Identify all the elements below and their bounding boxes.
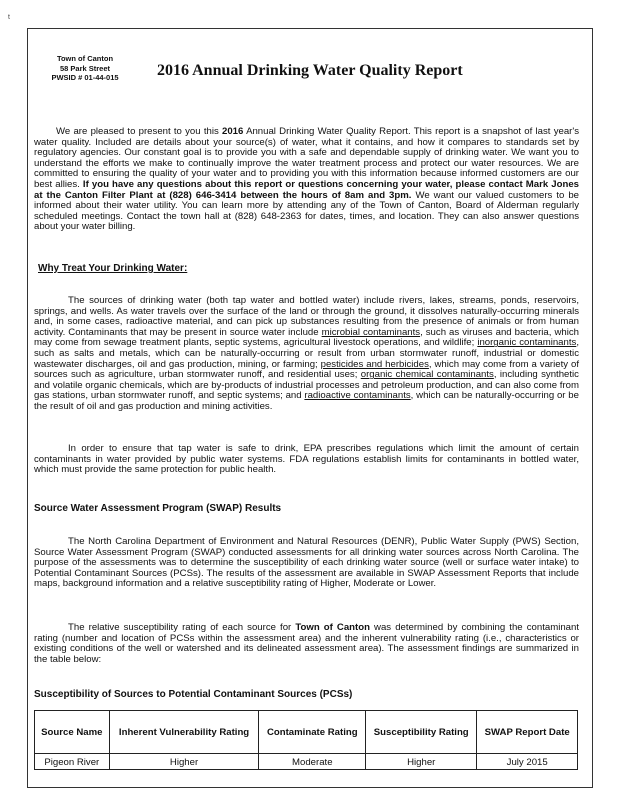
swap-heading: Source Water Assessment Program (SWAP) Results: [34, 503, 282, 514]
cell-contaminate-rating: Moderate: [259, 754, 366, 770]
header-susceptibility-rating: Susceptibility Rating: [366, 711, 477, 754]
cell-source-name: Pigeon River: [35, 754, 110, 770]
sender-pwsid: PWSID # 01-44-015: [51, 73, 119, 82]
sender-town: Town of Canton: [56, 54, 114, 63]
header-contaminate-rating: Contaminate Rating: [259, 711, 366, 754]
table-header-row: [35, 711, 578, 754]
cell-inherent-vulnerability: Higher: [109, 754, 259, 770]
cell-susceptibility-rating: Higher: [366, 754, 477, 770]
sender-address: 58 Park Street: [59, 63, 111, 73]
header-source-name: Source Name: [35, 711, 110, 754]
epa-paragraph: In order to ensure that tap water is safe to drink, EPA prescribes regulations which limit the amount of certain contaminants in water provided by public water systems. FDA regulations establish limits for contaminants in bottled water, which must provide the same protection for public health.: [34, 443, 579, 476]
header-inherent-vulnerability: Inherent Vulnerability Rating: [109, 711, 259, 754]
why-treat-heading: Why Treat Your Drinking Water:: [38, 263, 188, 274]
swap-paragraph: The North Carolina Department of Environment and Natural Resources (DENR), Public Water Supply (PWS) Section, Source Water Assessment Program (SWAP) conducted assessments for all drinking water sources across North Carolina. The purpose of the assessments was to determine the susceptibility of each drinking water source (well or surface water intake) to Potential Contaminant Sources (PCSs). The results of the assessment are available in SWAP Assessment Reports that include maps, background information and a relative susceptibility rating of Higher, Moderate or Lower.: [34, 536, 579, 590]
contact-info: If you have any questions about this report or questions concerning your water, please contact Mark Jones at the Canton Filter Plant at (828) 646-3414 between the hours of 8am and 3pm.: [34, 178, 580, 201]
report-title: 2016 Annual Drinking Water Quality Report: [157, 62, 463, 79]
susceptibility-paragraph: The relative susceptibility rating of each source for Town of Canton was determined by combining the contaminant rating (number and location of PCSs within the assessment area) and the inherent vulnerability rating (i.e., characteristics or existing conditions of the well or watershed and its delineated assessment area). The assessment findings are summarized in the table below:: [34, 622, 579, 665]
cell-swap-report-date: July 2015: [477, 754, 578, 770]
header-swap-report-date: SWAP Report Date: [477, 711, 578, 754]
table-caption: Susceptibility of Sources to Potential Contaminant Sources (PCSs): [34, 689, 353, 700]
contaminants-paragraph: The sources of drinking water (both tap water and bottled water) include rivers, lakes, streams, ponds, reservoirs, springs, and wells. As water travels over the surface of the land or through the ground, it dissolves naturally-occurring minerals and, in some cases, radioactive material, and can pick up substances resulting from the presence of animals or from human activity. Contaminants that may be present in source water include microbial contaminants, such as viruses and bacteria, which may come from sewage treatment plants, septic systems, agricultural livestock operations, and wildlife; inorganic contaminants, such as salts and metals, which can be naturally-occurring or result from urban stormwater runoff, industrial or domestic wastewater discharges, oil and gas production, mining, or farming; pesticides and herbicides, which may come from a variety of sources such as agriculture, urban stormwater runoff, and residential uses; organic chemical contaminants, including synthetic and volatile organic chemicals, which are by-products of industrial processes and petroleum production, and can also come from gas stations, urban stormwater runoff, and septic systems; and radioactive contaminants, which can be naturally-occurring or be the result of oil and gas production and mining activities.: [34, 295, 579, 412]
inorganic-contaminants: inorganic contaminants: [477, 337, 577, 349]
pesticides-herbicides: pesticides and herbicides: [320, 358, 429, 370]
susceptibility-table: [34, 710, 578, 770]
report-year: 2016: [222, 126, 244, 137]
organic-chemical-contaminants: organic chemical contaminants: [360, 369, 494, 381]
microbial-contaminants: microbial contaminants: [321, 326, 421, 338]
corner-mark: t: [8, 14, 10, 21]
table-row: [35, 754, 578, 770]
intro-paragraph: We are pleased to present to you this 2016 Annual Drinking Water Quality Report. This report is a snapshot of last year's water quality. Included are details about your source(s) of water, what it contains, and how it compares to standards set by regulatory agencies. Our constant goal is to provide you with a safe and dependable supply of drinking water. We want you to understand the efforts we make to continually improve the water treatment process and protect our water resources. We are committed to ensuring the quality of your water and to providing you with this information because informed customers are our best allies. If you have any questions about this report or questions concerning your water, please contact Mark Jones at the Canton Filter Plant at (828) 646-3414 between the hours of 8am and 3pm. We want our valued customers to be informed about their water utility. You can learn more by attending any of the Town of Canton, Board of Alderman regularly scheduled meetings. Contact the town hall at (828) 648-2363 for dates, times, and location. They can also answer questions about your water billing.: [34, 126, 580, 233]
radioactive-contaminants: radioactive contaminants: [304, 390, 411, 402]
sender-block: [45, 54, 125, 83]
town-name: Town of Canton: [295, 622, 370, 633]
